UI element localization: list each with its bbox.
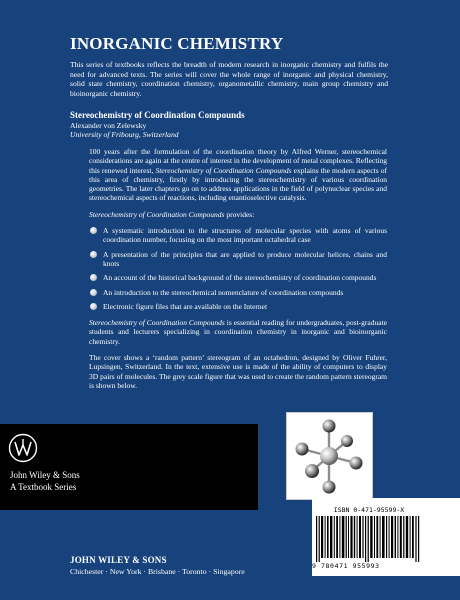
series-description: This series of textbooks reflects the breadth of modern research in inorganic chemistry and fulfils the need for advanced texts. The series will cover the whole range of inorganic and physical chemistry, solid state chemistry, coordination chemistry, organometallic chemistry, main group chemistry and bioinorganic chemistry. (70, 60, 388, 99)
feature-item: An account of the historical background of the stereochemistry of coordination compounds (89, 273, 387, 282)
series-label: A Textbook Series (10, 482, 77, 492)
series-title: INORGANIC CHEMISTRY (70, 34, 284, 53)
bullet-icon (90, 251, 97, 258)
feature-item: A systematic introduction to the structures of molecular species with atoms of various coordination number, focusing on the most important octahedral case (89, 226, 387, 245)
feature-item: Electronic figure files that are available on the Internet (89, 302, 387, 311)
stereogram-figure (286, 412, 373, 500)
publisher-logo-band (0, 424, 258, 510)
cover-note-paragraph: The cover shows a ‘random pattern’ stereogram of an octahedron, designed by Oliver Fuhrer, Lupsingen, Switzerland. In the text, extensive use is made of the ability of computers to display 3D pairs of molecules. The grey scale figure that was used to create the random pattern stereogram is shown below. (89, 353, 387, 390)
octahedron-model-icon (287, 413, 372, 499)
publisher-cities: Chichester · New York · Brisbane · Toronto · Singapore (70, 567, 245, 576)
publisher-name: John Wiley & Sons (10, 470, 80, 480)
book-title: Stereochemistry of Coordination Compounds (70, 110, 245, 120)
bullet-icon (90, 274, 97, 281)
wiley-logo-icon (8, 433, 38, 463)
bullet-icon (90, 227, 97, 234)
audience-paragraph: Stereochemistry of Coordination Compounds is essential reading for undergraduates, post-graduate students and lecturers specializing in coordination chemistry in inorganic and bioinorganic chemistry. (89, 318, 387, 346)
feature-item: A presentation of the principles that are applied to produce molecular helices, chains and knots (89, 250, 387, 269)
feature-item: An introduction to the stereochemical nomenclature of coordination compounds (89, 288, 387, 297)
isbn-number: ISBN 0-471-95599-X (333, 506, 405, 514)
barcode-digits: 9 780471 955993 (312, 562, 380, 570)
provides-heading: Stereochemistry of Coordination Compounds provides: (89, 209, 255, 219)
footer-publisher: JOHN WILEY & SONS (70, 555, 167, 565)
barcode-block (312, 498, 460, 576)
book-author: Alexander von Zelewsky (70, 121, 147, 130)
barcode-icon (312, 516, 428, 562)
bullet-icon (90, 303, 97, 310)
feature-list (89, 226, 387, 311)
author-affiliation: University of Fribourg, Switzerland (70, 130, 179, 139)
bullet-icon (90, 289, 97, 296)
intro-paragraph: 100 years after the formulation of the coordination theory by Alfred Werner, stereochemical considerations are again at the centre of interest in the development of metal complexes. Reflecting this renewed interest, Stereochemistry of Coordination Compounds explains the modern aspects of this area of chemistry, firstly by introducing the stereochemistry of various coordination geometries. The later chapters go on to address applications in the field of polynuclear species and stereochemical aspects of reactions, including enantioselective catalysis. (89, 147, 388, 203)
book-description (89, 147, 387, 397)
